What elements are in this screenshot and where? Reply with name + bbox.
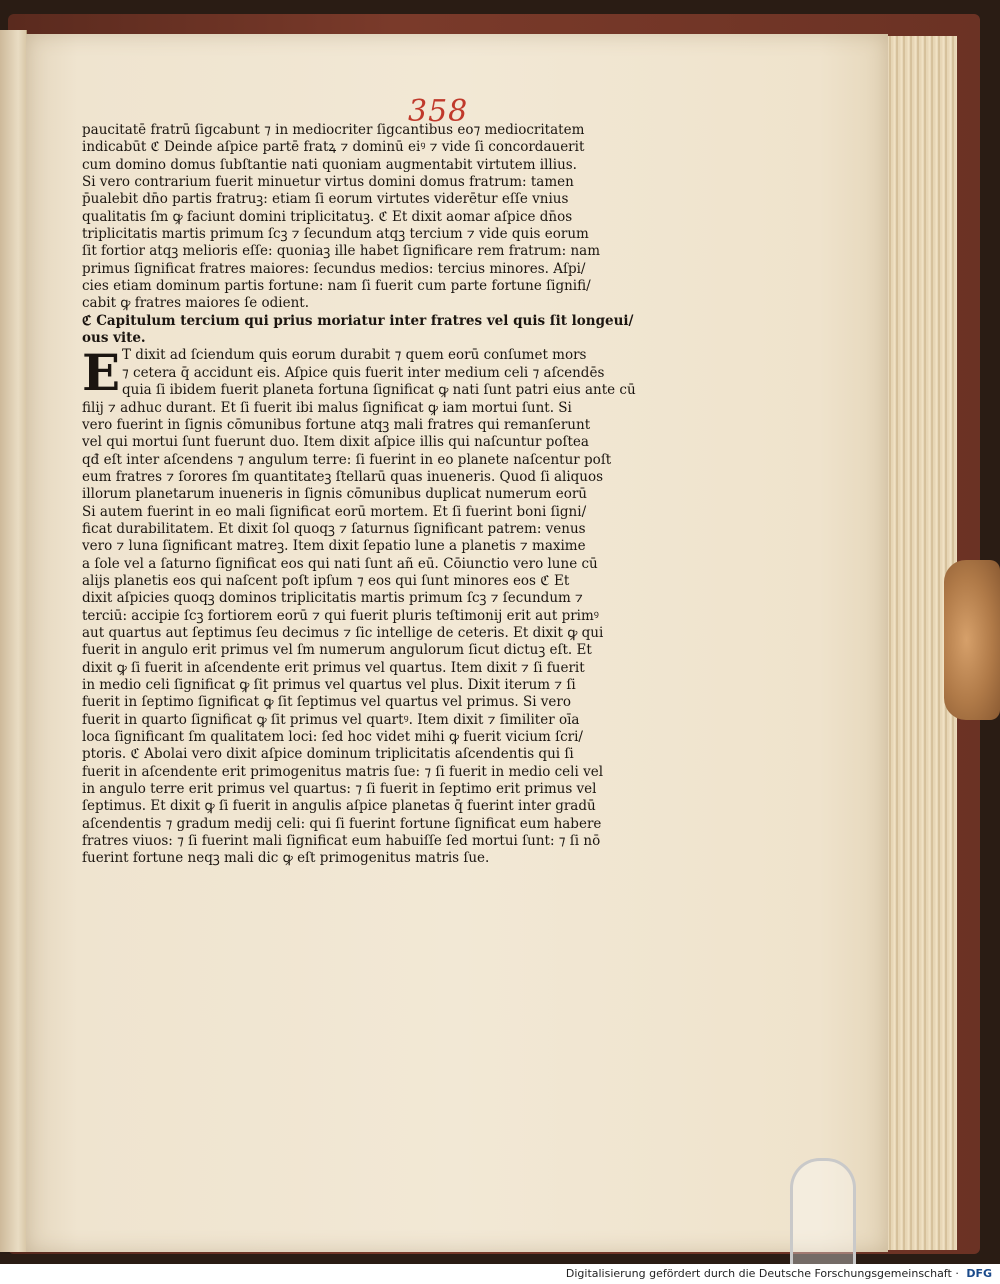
text-block xyxy=(82,122,694,868)
text-line: ℭ Capitulum tercium qui prius moriatur inter fratres vel quis ſit longeui/ xyxy=(82,312,634,329)
text-line: fuerit in quarto ſignificat ꝙ ſit primus vel quartꝰ. Item dixit ⁊ ſimiliter oīa xyxy=(82,711,580,728)
text-line: fuerit in aſcendente erit primogenitus matris ſue: ⁊ ſi fuerit in medio celi vel xyxy=(82,763,604,780)
text-line: dixit ꝙ ſi fuerit in aſcendente erit primus vel quartus. Item dixit ⁊ ſi fuerit xyxy=(82,659,585,676)
text-line: fuerit in angulo erit primus vel ſm numerum angulorum ſicut dictuꝫ eſt. Et xyxy=(82,642,592,659)
text-line: dixit aſpicies quoqꝫ dominos triplicitatis martis primum ſcꝫ ⁊ ſecundum ⁊ xyxy=(82,590,583,607)
text-line: alijs planetis eos qui naſcent̄ poſt ipſum ⁊ eos qui ſunt minores eos ℭ Et xyxy=(82,572,570,589)
text-line: qualitatis ſm ꝙ faciunt domini triplicitatuꝫ. ℭ Et dixit aomar aſpice dn̄os xyxy=(82,208,573,225)
text-line: filij ⁊ adhuc durant. Et ſi fuerit ibi malus ſignificat ꝙ iam mortui ſunt. Si xyxy=(82,399,572,416)
paragraph-2 xyxy=(82,343,694,867)
text-line: loca ſignificant ſm qualitatem loci: ſed hoc videt̄ mihi ꝙ fuerit vicium ſcri/ xyxy=(82,729,583,746)
text-line: qđ eſt inter aſcendens ⁊ angulum terre: ſi fuerint in eo planete naſcentur poſt xyxy=(82,451,612,468)
text-line: ptoris. ℭ Abolai vero dixit aſpice dominum triplicitatis aſcendentis qui ſi xyxy=(82,746,574,763)
text-line: primus ſignificat fratres maiores: ſecundus medios: tercius minores. Aſpi/ xyxy=(82,260,586,277)
bookmark-ribbon xyxy=(790,1158,856,1264)
text-line: illorum planetarum inueneris in ſignis cōmunibus duplicat numerum eorū xyxy=(82,486,587,503)
text-line: eum fratres ⁊ ſorores ſm quantitateꝫ ſtellarū quas inueneris. Quod ſi aliquos xyxy=(82,468,604,485)
text-line: fuerint fortune neqꝫ mali dic ꝙ eſt primogenitus matris ſue. xyxy=(82,850,490,867)
text-line: vero fuerint in ſignis cōmunibus fortune atqꝫ mali fratres qui remanſerunt xyxy=(82,416,591,433)
text-line: a ſole vel a ſaturno ſignificat eos qui nati ſunt añ eū. Cōiunctio vero lune cū xyxy=(82,555,598,572)
text-line: p̄ualebit dn̄o partis fratruꝫ: etiam ſi eorum virtutes viderētur eſſe vnius xyxy=(82,191,569,208)
text-line: triplicitatis martis primum ſcꝫ ⁊ ſecundum atqꝫ tercium ⁊ vide quis eorum xyxy=(82,226,589,243)
text-line: Si vero contrarium fuerit minuetur virtus domini domus fratrum: tamen xyxy=(82,174,574,191)
leather-clasp xyxy=(944,560,1000,720)
text-line: ous vite. xyxy=(82,330,146,347)
text-line: paucitatē fratrū ſigcabunt ⁊ in mediocriter ſigcantibus eo⁊ mediocritatem xyxy=(82,122,585,138)
text-line: cabit ꝙ fratres maiores ſe odient. xyxy=(82,295,310,312)
text-line: ſeptimus. Et dixit ꝙ ſi fuerit in angulis aſpice planetas q̄ fuerint inter gradū xyxy=(82,798,596,815)
drop-capital: E xyxy=(82,343,121,403)
text-line: ſit fortior atqꝫ melioris eſſe: quoniaꝫ ille habet ſignificare rem fratrum: nam xyxy=(82,243,601,260)
text-line: terciū: accipie ſcꝫ fortiorem eorū ⁊ qui fuerit pluris teſtimonij erit aut primꝰ xyxy=(82,607,599,624)
footer-bar: Digitalisierung gefördert durch die Deutsche Forschungsgemeinschaft · DFG xyxy=(0,1264,1000,1284)
text-line: cum domino domus ſubſtantie nati quoniam augmentabit virtutem illius. xyxy=(82,156,577,173)
folio-number: 358 xyxy=(408,94,469,129)
text-line: aut quartus aut ſeptimus ſeu decimus ⁊ ſic intellige de ceteris. Et dixit ꝙ qui xyxy=(82,624,604,641)
text-line: in medio celi ſignificat ꝙ ſit primus vel quartus vel plus. Dixit iterum ⁊ ſi xyxy=(82,677,576,693)
text-line: quia ſi ibidem fuerit planeta fortuna ſignificat ꝙ nati ſunt patri eius ante cū xyxy=(122,382,636,399)
facing-page-edge xyxy=(0,30,27,1252)
text-line: Si autem fuerint in eo mali ſignificat eorū mortem. Et ſi fuerint boni ſigni/ xyxy=(82,503,587,520)
text-line: fuerit in ſeptimo ſignificat ꝙ ſit ſeptimus vel quartus vel primus. Si vero xyxy=(82,694,572,711)
text-line: cies etiam dominum partis fortune: nam ſi fuerit cum parte fortune ſignifi/ xyxy=(82,278,591,295)
text-line: vero ⁊ luna ſignificant matreꝫ. Item dixit ſepatio lune a planetis ⁊ maxime xyxy=(82,538,586,555)
text-line: aſcendentis ⁊ gradum medij celi: qui ſi fuerint fortune ſignificat eum habere xyxy=(82,815,602,832)
text-line: T dixit ad ſciendum quis eorum durabit ⁊ quem eorū conſumet mors xyxy=(122,347,587,364)
text-line: indicabūt ℭ Deinde aſpice partē fratꝝ ⁊ dominū eiꝰ ⁊ vide ſi concordauerit xyxy=(82,139,585,156)
chapter-heading xyxy=(82,313,694,348)
paragraph-1 xyxy=(82,122,694,313)
dfg-logo: DFG xyxy=(966,1267,992,1280)
text-line: fratres viuos: ⁊ ſi fuerint mali ſignificat eum habuiſſe ſed mortui ſunt: ⁊ ſi nō xyxy=(82,833,601,850)
text-line: ⁊ cetera q̄ accidunt eis. Aſpice quis fuerit inter medium celi ⁊ aſcendēs xyxy=(122,364,605,381)
footer-credit: Digitalisierung gefördert durch die Deutsche Forschungsgemeinschaft xyxy=(565,1267,952,1280)
text-line: ficat durabilitatem. Et dixit ſol quoqꝫ ⁊ ſaturnus ſignificant patrem: venus xyxy=(82,520,586,537)
text-line: in angulo terre erit primus vel quartus: ⁊ ſi fuerit in ſeptimo erit primus vel xyxy=(82,781,597,798)
text-line: vel qui mortui ſunt fuerunt duo. Item dixit aſpice illis qui naſcuntur poſtea xyxy=(82,434,589,451)
